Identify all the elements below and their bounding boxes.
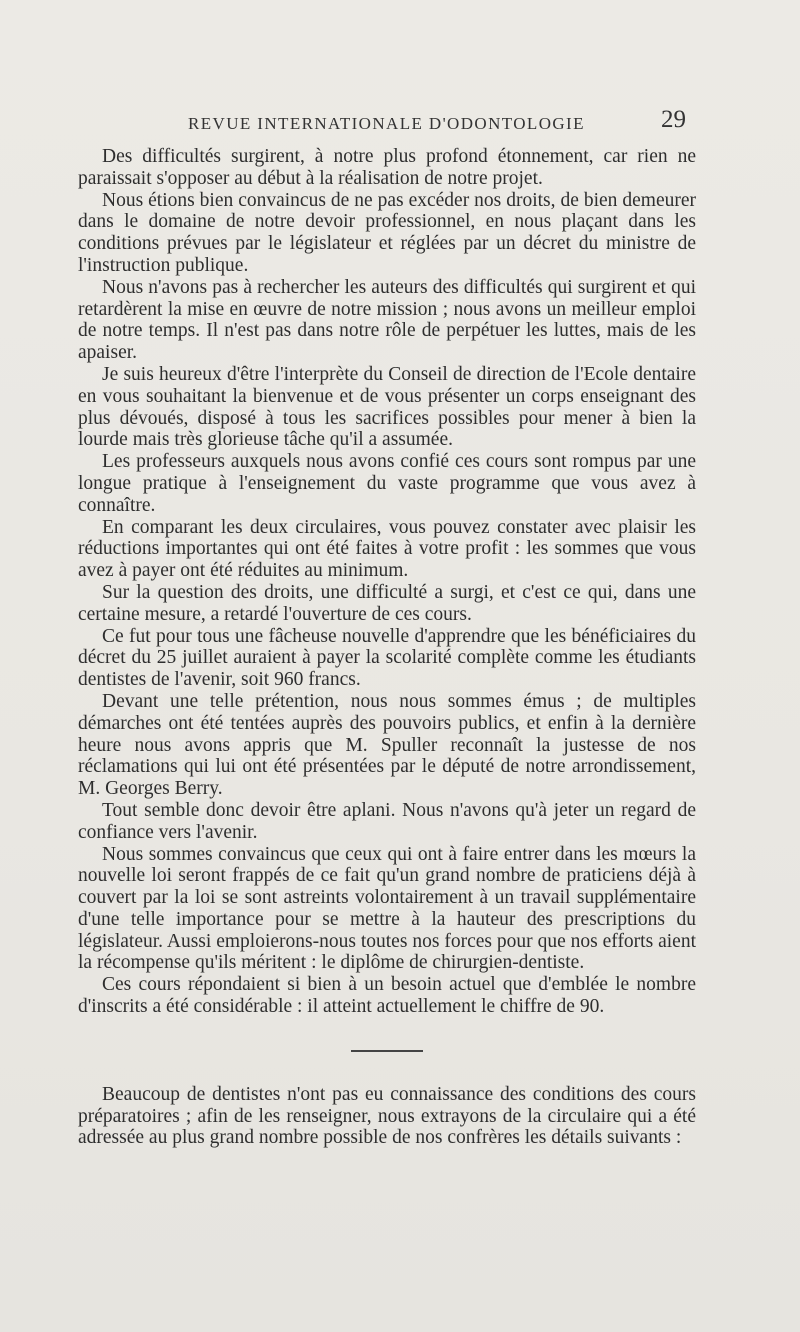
running-title: REVUE INTERNATIONALE D'ODONTOLOGIE bbox=[188, 114, 585, 133]
page-header bbox=[78, 106, 690, 142]
paragraph: Sur la question des droits, une difficulté a surgi, et c'est ce qui, dans une certaine mesure, a retardé l'ouverture de ces cours. bbox=[78, 581, 696, 625]
paragraph: Ce fut pour tous une fâcheuse nouvelle d'apprendre que les bénéficiaires du décret du 25 juillet auraient à payer la scolarité complète comme les étudiants dentistes de l'avenir, soit 960 francs. bbox=[78, 625, 696, 691]
paragraph: Devant une telle prétention, nous nous sommes émus ; de multiples démarches ont été tentées auprès des pouvoirs publics, et enfin à la dernière heure nous avons appris que M. Spuller reconnaît la justesse de nos réclamations qui lui ont été présentées par le député de notre arrondissement, M. Georges Berry. bbox=[78, 690, 696, 800]
paragraph: Nous sommes convaincus que ceux qui ont à faire entrer dans les mœurs la nouvelle loi seront frappés de ce fait qu'un grand nombre de praticiens déjà à couvert par la loi se sont astreints volontairement à un travail supplémentaire d'une telle importance pour se mettre à la hauteur des prescriptions du législateur. Aussi emploierons-nous toutes nos forces pour que nos efforts aient la récompense qu'ils méritent : le diplôme de chirurgien-dentiste. bbox=[78, 843, 696, 974]
paragraph: En comparant les deux circulaires, vous pouvez constater avec plaisir les réductions importantes qui ont été faites à votre profit : les sommes que vous avez à payer ont été réduites au minimum. bbox=[78, 516, 696, 582]
body-text bbox=[78, 146, 696, 1149]
paragraph: Je suis heureux d'être l'interprète du Conseil de direction de l'Ecole dentaire en vous souhaitant la bienvenue et de vous présenter un corps enseignant des plus dévoués, disposé à tous les sacrifices possibles pour mener à bien la lourde mais très glorieuse tâche qu'il a assumée. bbox=[78, 363, 696, 451]
paragraph: Nous étions bien convaincus de ne pas excéder nos droits, de bien demeurer dans le domaine de notre devoir professionnel, en nous plaçant dans les conditions prévues par le législateur et réglées par un décret du ministre de l'instruction publique. bbox=[78, 189, 696, 276]
paragraph: Nous n'avons pas à rechercher les auteurs des difficultés qui surgirent et qui retardèrent la mise en œuvre de notre mission ; nous avons un meilleur emploi de notre temps. Il n'est pas dans notre rôle de perpétuer les luttes, mais de les apaiser. bbox=[78, 276, 696, 364]
closing-paragraph: Beaucoup de dentistes n'ont pas eu connaissance des conditions des cours préparatoires ; afin de les renseigner, nous extrayons de la circulaire qui a été adressée au plus grand nombre possible de nos confrères les détails suivants : bbox=[78, 1083, 696, 1149]
section-divider bbox=[351, 1050, 423, 1052]
page-number: 29 bbox=[661, 106, 686, 133]
paragraph: Ces cours répondaient si bien à un besoin actuel que d'emblée le nombre d'inscrits a été considérable : il atteint actuellement le chiffre de 90. bbox=[78, 974, 696, 1018]
paragraph: Tout semble donc devoir être aplani. Nous n'avons qu'à jeter un regard de confiance vers l'avenir. bbox=[78, 799, 696, 843]
paragraph: Les professeurs auxquels nous avons confié ces cours sont rompus par une longue pratique à l'enseignement du vaste programme que vous avez à connaître. bbox=[78, 451, 696, 516]
paragraph: Des difficultés surgirent, à notre plus profond étonnement, car rien ne paraissait s'opposer au début à la réalisation de notre projet. bbox=[78, 146, 696, 189]
